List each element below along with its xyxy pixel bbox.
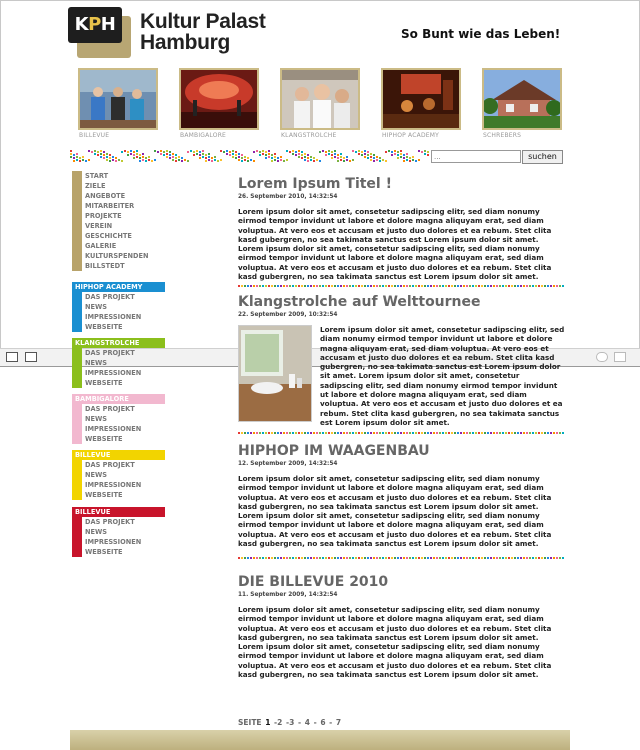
nav-group-item[interactable] — [72, 312, 165, 322]
nav-square — [72, 517, 82, 527]
nav-group-item[interactable] — [72, 470, 165, 480]
nav-item-label: ANGEBOTE — [85, 192, 126, 200]
article-title[interactable]: DIE BILLEVUE 2010 — [238, 574, 389, 590]
thumb-label-hiphop-academy[interactable]: HIPHOP ACADEMY — [382, 132, 440, 139]
nav-square — [72, 547, 82, 557]
pagination-page[interactable]: -2 — [274, 718, 283, 727]
nav-group-item[interactable] — [72, 414, 165, 424]
pagination-current: 1 — [265, 718, 271, 727]
thumb-billevue[interactable] — [78, 68, 158, 130]
nav-item-label: NEWS — [85, 303, 108, 311]
pagination-page[interactable]: 4 — [304, 718, 310, 727]
nav-group-billevue-yellow — [72, 450, 165, 500]
article-4 — [238, 574, 565, 679]
nav-square — [72, 434, 82, 444]
nav-item[interactable] — [72, 191, 149, 201]
nav-item-label: START — [85, 172, 109, 180]
nav-item-label: DAS PROJEKT — [85, 405, 135, 413]
nav-square — [72, 322, 82, 332]
article-body: Lorem ipsum dolor sit amet, consetetur sadipscing elitr, sed diam nonumy eirmod tempor invidunt ut labore et dolore magna aliquyam erat, sed diam voluptua. At vero eos et accusam et justo duo dolores et ea rebum. Stet clita kasd gubergren, no sea takimata sanctus est Lorem ipsum dolor sit amet. Lorem ipsum dolor sit amet, consetetur sadipscing elitr, sed diam nonumy eirmod tempor invidunt ut labore et dolore magna aliquyam erat, sed diam voluptua. At vero eos et accusam et justo duo dolores et ea rebum. Stet clita kasd gubergren, no sea takimata sanctus est Lorem ipsum dolor sit amet. — [238, 605, 552, 680]
article-separator — [238, 285, 565, 288]
nav-square — [72, 480, 82, 490]
nav-square — [72, 231, 82, 241]
nav-square — [72, 414, 82, 424]
nav-square — [72, 181, 82, 191]
pagination — [238, 718, 342, 727]
nav-item[interactable] — [72, 201, 149, 211]
pagination-sep: - — [329, 718, 333, 727]
nav-item-label: NEWS — [85, 415, 108, 423]
article-date: 12. September 2009, 14:32:54 — [238, 461, 338, 467]
pagination-page[interactable]: 7 — [335, 718, 342, 727]
nav-item[interactable] — [72, 181, 149, 191]
article-title[interactable]: HIPHOP IM WAAGENBAU — [238, 443, 430, 459]
article-body: Lorem ipsum dolor sit amet, consetetur sadipscing elitr, sed diam nonumy eirmod tempor invidunt ut labore et dolore magna aliquyam erat, sed diam voluptua. At vero eos et accusam et justo duo dolores et ea rebum. Stet clita kasd gubergren, no sea takimata sanctus est Lorem ipsum dolor sit amet. Lorem ipsum dolor sit amet, consetetur sadipscing elitr, sed diam nonumy eirmod tempor invidunt ut labore et dolore magna aliquyam erat, sed diam voluptua. At vero eos et accusam et justo duo dolores et ea rebum. Stet clita kasd gubergren, no sea takimata sanctus est Lorem ipsum dolor sit amet. — [320, 325, 565, 427]
pagination-page[interactable]: 6 — [320, 718, 326, 727]
article-3 — [238, 443, 565, 548]
nav-square — [72, 211, 82, 221]
pagination-sep: - — [313, 718, 317, 727]
logo-mark: KPH — [68, 7, 122, 43]
nav-group-title[interactable]: KLANGSTROLCHE — [72, 338, 165, 348]
nav-item-label: PROJEKTE — [85, 212, 122, 220]
nav-group-item[interactable] — [72, 434, 165, 444]
nav-item-label: WEBSEITE — [85, 491, 123, 499]
nav-item-label: WEBSEITE — [85, 379, 123, 387]
nav-group-item[interactable] — [72, 547, 165, 557]
nav-square — [72, 292, 82, 302]
nav-group-item[interactable] — [72, 527, 165, 537]
nav-group-item[interactable] — [72, 490, 165, 500]
nav-item-label: IMPRESSIONEN — [85, 538, 142, 546]
article-separator — [238, 557, 565, 560]
nav-item-label: GESCHICHTE — [85, 232, 132, 240]
nav-item-label: IMPRESSIONEN — [85, 425, 142, 433]
nav-group-item[interactable] — [72, 537, 165, 547]
logo-name: Kultur Palast Hamburg — [140, 10, 266, 54]
pagination-page[interactable]: -3 — [286, 718, 295, 727]
nav-group-item[interactable] — [72, 378, 165, 388]
nav-item[interactable] — [72, 171, 149, 181]
nav-square — [72, 312, 82, 322]
nav-group-item[interactable] — [72, 302, 165, 312]
thumb-bambigalore[interactable] — [179, 68, 259, 130]
pagination-label: SEITE — [238, 718, 262, 727]
nav-group-item[interactable] — [72, 348, 165, 358]
nav-group-title[interactable]: BILLEVUE — [72, 450, 165, 460]
article-title[interactable]: Lorem Ipsum Titel ! — [238, 176, 392, 192]
nav-item-label: DAS PROJEKT — [85, 518, 135, 526]
nav-square — [72, 378, 82, 388]
nav-square — [72, 261, 82, 271]
nav-square — [72, 527, 82, 537]
article-title[interactable]: Klangstrolche auf Welttournee — [238, 294, 481, 310]
nav-item[interactable] — [72, 241, 149, 251]
article-1 — [238, 176, 565, 281]
nav-square — [72, 424, 82, 434]
footer-bar — [70, 730, 570, 750]
nav-item[interactable] — [72, 211, 149, 221]
nav-square — [72, 251, 82, 261]
nav-group-hiphop-academy — [72, 282, 165, 332]
nav-group-title[interactable]: HIPHOP ACADEMY — [72, 282, 165, 292]
nav-item-label: DAS PROJEKT — [85, 293, 135, 301]
search-input[interactable] — [431, 150, 521, 163]
site-slogan: So Bunt wie das Leben! — [401, 27, 561, 41]
thumb-label-billevue[interactable]: BILLEVUE — [79, 132, 110, 139]
nav-group-item[interactable] — [72, 480, 165, 490]
nav-item-label: DAS PROJEKT — [85, 461, 135, 469]
nav-item-label: GALERIE — [85, 242, 117, 250]
site-logo[interactable] — [68, 7, 266, 57]
nav-square — [72, 470, 82, 480]
nav-item[interactable] — [72, 231, 149, 241]
nav-group-item[interactable] — [72, 358, 165, 368]
nav-item-label: KULTURSPENDEN — [85, 252, 149, 260]
nav-item-label: MITARBEITER — [85, 202, 135, 210]
nav-square — [72, 241, 82, 251]
nav-item[interactable] — [72, 251, 149, 261]
article-date: 11. September 2009, 14:32:54 — [238, 592, 338, 598]
nav-square — [72, 221, 82, 231]
colorful-dot-divider — [70, 148, 430, 164]
nav-square — [72, 201, 82, 211]
nav-item-label: IMPRESSIONEN — [85, 481, 142, 489]
nav-item[interactable] — [72, 221, 149, 231]
nav-group-item[interactable] — [72, 368, 165, 378]
nav-square — [72, 358, 82, 368]
nav-square — [72, 404, 82, 414]
nav-item-label: WEBSEITE — [85, 435, 123, 443]
nav-group-item[interactable] — [72, 517, 165, 527]
nav-group-item[interactable] — [72, 424, 165, 434]
thumb-label-schrebers[interactable]: SCHREBERS — [483, 132, 522, 139]
article-image[interactable] — [238, 325, 312, 422]
nav-item-label: NEWS — [85, 359, 108, 367]
nav-item-label: NEWS — [85, 471, 108, 479]
nav-group-item[interactable] — [72, 322, 165, 332]
nav-group-title[interactable]: BAMBIGALORE — [72, 394, 165, 404]
nav-square — [72, 191, 82, 201]
nav-square — [72, 490, 82, 500]
nav-square — [72, 368, 82, 378]
nav-item[interactable] — [72, 261, 149, 271]
nav-group-item[interactable] — [72, 460, 165, 470]
page-icon[interactable] — [6, 352, 18, 362]
thumb-klangstrolche[interactable] — [280, 68, 360, 130]
nav-square — [72, 171, 82, 181]
thumb-label-klangstrolche[interactable]: KLANGSTROLCHE — [281, 132, 337, 139]
nav-group-bambigalore — [72, 394, 165, 444]
status-round-icon[interactable] — [596, 352, 608, 362]
nav-item-label: NEWS — [85, 528, 108, 536]
nav-group-klangstrolche — [72, 338, 165, 388]
nav-group-item[interactable] — [72, 404, 165, 414]
nav-square — [72, 348, 82, 358]
nav-item-label: WEBSEITE — [85, 548, 123, 556]
nav-item-label: IMPRESSIONEN — [85, 369, 142, 377]
status-mail-icon[interactable] — [614, 352, 626, 362]
thumb-hiphop-academy[interactable] — [381, 68, 461, 130]
nav-group-title[interactable]: BILLEVUE — [72, 507, 165, 517]
nav-item-label: IMPRESSIONEN — [85, 313, 142, 321]
article-2 — [238, 294, 565, 427]
search-button[interactable]: suchen — [522, 150, 563, 164]
nav-item-label: BILLSTEDT — [85, 262, 125, 270]
pagination-sep: - — [297, 718, 302, 727]
nav-square — [72, 460, 82, 470]
article-date: 22. September 2009, 10:32:54 — [238, 312, 338, 318]
nav-item-label: VEREIN — [85, 222, 113, 230]
nav-square — [72, 302, 82, 312]
thumb-label-bambigalore[interactable]: BAMBIGALORE — [180, 132, 227, 139]
article-separator — [238, 432, 565, 435]
nav-item-label: ZIELE — [85, 182, 106, 190]
article-body: Lorem ipsum dolor sit amet, consetetur sadipscing elitr, sed diam nonumy eirmod tempor invidunt ut labore et dolore magna aliquyam erat, sed diam voluptua. At vero eos et accusam et justo duo dolores et ea rebum. Stet clita kasd gubergren, no sea takimata sanctus est Lorem ipsum dolor sit amet. Lorem ipsum dolor sit amet, consetetur sadipscing elitr, sed diam nonumy eirmod tempor invidunt ut labore et dolore magna aliquyam erat, sed diam voluptua. At vero eos et accusam et justo duo dolores et ea rebum. Stet clita kasd gubergren, no sea takimata sanctus est Lorem ipsum dolor sit amet. — [238, 207, 552, 282]
main-navigation — [72, 171, 149, 271]
thumb-schrebers[interactable] — [482, 68, 562, 130]
nav-group-billevue-red — [72, 507, 165, 557]
nav-square — [72, 537, 82, 547]
article-date: 26. September 2010, 14:32:54 — [238, 194, 338, 200]
article-body: Lorem ipsum dolor sit amet, consetetur sadipscing elitr, sed diam nonumy eirmod tempor invidunt ut labore et dolore magna aliquyam erat, sed diam voluptua. At vero eos et accusam et justo duo dolores et ea rebum. Stet clita kasd gubergren, no sea takimata sanctus est Lorem ipsum dolor sit amet. Lorem ipsum dolor sit amet, consetetur sadipscing elitr, sed diam nonumy eirmod tempor invidunt ut labore et dolore magna aliquyam erat, sed diam voluptua. At vero eos et accusam et justo duo dolores et ea rebum. Stet clita kasd gubergren, no sea takimata sanctus est Lorem ipsum dolor sit amet. — [238, 474, 552, 549]
nav-item-label: DAS PROJEKT — [85, 349, 135, 357]
window-icon[interactable] — [25, 352, 37, 362]
nav-item-label: WEBSEITE — [85, 323, 123, 331]
nav-group-item[interactable] — [72, 292, 165, 302]
